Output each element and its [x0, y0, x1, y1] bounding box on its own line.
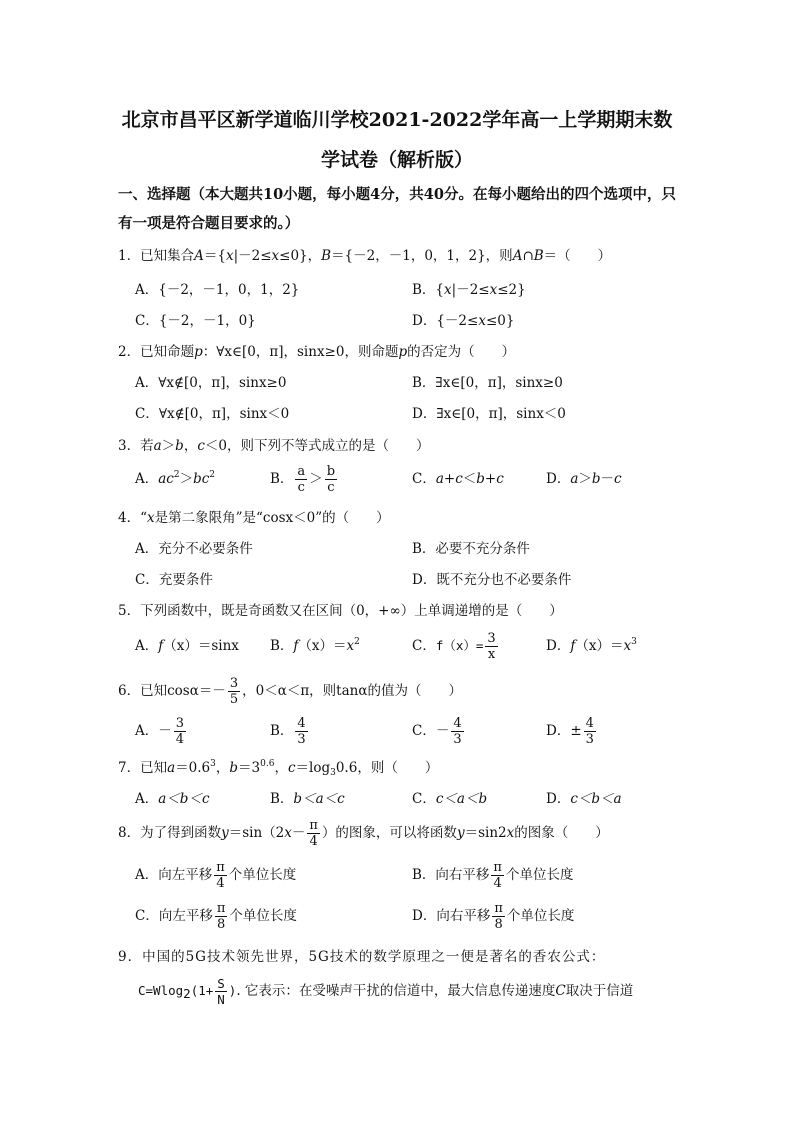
question-8-stem: 8．为了得到函数y＝sin（2x－ $\frac{\pi}{4}$ ）的图象，可以将函数y＝sin2x的图象（ ）	[118, 818, 609, 849]
question-6-option-b: B． $\frac{4}{3}$	[270, 716, 306, 747]
question-8-option-b: B．向右平移 $\frac{\pi}{4}$ 个单位长度	[412, 860, 574, 891]
question-9-stem-line-1: 9．中国的5G技术领先世界，5G技术的数学原理之一便是著名的香农公式：	[118, 949, 606, 965]
question-3-option-c: C．a+c＜b+c	[412, 471, 504, 487]
question-2-stem: 2．已知命题p：∀x∈[0，π]，sinx≥0，则命题p的否定为（ ）	[118, 344, 516, 360]
question-7-option-b: B．b＜a＜c	[270, 791, 345, 807]
question-5-option-d: D．$f(x)=x^3$	[546, 637, 637, 654]
section-heading-line-1: 一、选择题（本大题共10小题，每小题4分，共40分。在每小题给出的四个选项中，只	[118, 186, 676, 203]
question-4-option-c: C．充要条件	[135, 572, 213, 588]
question-1-option-b: B．{x|－2≤x≤2}	[412, 282, 526, 298]
fraction: $\frac{\pi}{4}$	[493, 860, 502, 891]
question-2-option-c: C．∀x∉[0，π]，sinx＜0	[135, 406, 290, 422]
question-3-option-a: A．$ac^2>bc^2$	[135, 470, 216, 487]
question-7-option-a: A．a＜b＜c	[135, 791, 210, 807]
fraction: $\frac{4}{3}$	[297, 716, 306, 747]
question-6-option-d: D．± $\frac{4}{3}$	[546, 716, 594, 747]
question-1-option-a: A．{－2，－1，0，1，2}	[135, 282, 300, 298]
question-3-option-d: D．a＞b－c	[546, 471, 622, 487]
fraction: $\frac{3}{5}$	[229, 676, 239, 707]
question-6-option-c: C．－ $\frac{4}{3}$	[412, 716, 462, 747]
fraction: $\frac{a}{c}$	[297, 464, 306, 495]
question-5-stem: 5．下列函数中，既是奇函数又在区间（0，+∞）上单调递增的是（ ）	[118, 603, 563, 619]
question-5-option-a: A．f（x）＝sinx	[135, 638, 239, 654]
fraction: $\frac{\pi}{4}$	[309, 818, 318, 849]
question-5-option-b: B．$f(x)=x^2$	[270, 637, 360, 654]
question-3-stem: 3．若a＞b，c＜0，则下列不等式成立的是（ ）	[118, 438, 430, 454]
fraction: $\frac{4}{3}$	[453, 716, 462, 747]
page-title-line-1: 北京市昌平区新学道临川学校2021-2022学年高一上学期期末数	[121, 109, 673, 131]
section-heading-line-2: 有一项是符合题目要求的。）	[118, 215, 300, 232]
question-4-option-d: D．既不充分也不必要条件	[412, 572, 572, 588]
question-3-option-b: B． $\frac{a}{c}$ ＞ $\frac{b}{c}$	[270, 464, 336, 495]
question-1-stem: 1．已知集合A＝{x|－2≤x≤0}，B＝{－2，－1，0，1，2}，则A∩B＝（ ）	[118, 248, 612, 264]
question-8-option-c: C．向左平移 $\frac{\pi}{8}$ 个单位长度	[135, 901, 297, 932]
fraction: $\frac{\pi}{4}$	[216, 860, 225, 891]
fraction: $\frac{\pi}{8}$	[494, 901, 503, 932]
question-8-option-a: A．向左平移 $\frac{\pi}{4}$ 个单位长度	[135, 860, 297, 891]
question-4-option-b: B．必要不充分条件	[412, 541, 530, 557]
fraction: $\frac{3}{x}$	[487, 631, 496, 662]
question-1-option-d: D．{－2≤x≤0}	[412, 313, 515, 329]
question-8-option-d: D．向右平移 $\frac{\pi}{8}$ 个单位长度	[412, 901, 575, 932]
question-2-option-d: D．∃x∈[0，π]，sinx＜0	[412, 406, 566, 422]
question-4-option-a: A．充分不必要条件	[135, 541, 253, 557]
fraction: $\frac{\pi}{8}$	[216, 901, 226, 932]
fraction: $\frac{S}{N}$	[217, 976, 225, 1007]
fraction: $\frac{4}{3}$	[585, 716, 594, 747]
question-7-option-d: D．c＜b＜a	[546, 791, 622, 807]
question-5-option-c: C．f（x）= $\frac{3}{x}$	[412, 631, 496, 662]
question-2-option-a: A．∀x∉[0，π]，sinx≥0	[135, 375, 287, 391]
question-6-option-a: A．－ $\frac{3}{4}$	[135, 716, 185, 747]
fraction: $\frac{b}{c}$	[326, 464, 336, 495]
question-7-stem: 7．已知$a=0.6^3$，$b=3^{0.6}$，$c=\log_30.6$，则（ ）	[118, 759, 439, 778]
question-7-option-c: C．c＜a＜b	[412, 791, 488, 807]
question-2-option-b: B．∃x∈[0，π]，sinx≥0	[412, 375, 563, 391]
fraction: $\frac{3}{4}$	[175, 716, 185, 747]
question-9-stem-line-2: C=Wlog$_2$(1+ $\frac{S}{N}$ ). 它表示：在受噪声干扰的信道中，最大信息传递速度C取决于信道	[138, 976, 634, 1007]
question-6-stem: 6．已知cosα＝－ $\frac{3}{5}$ ，0＜α＜π，则tanα的值为（ ）	[118, 676, 462, 707]
question-4-stem: 4．“x是第二象限角”是“cosx＜0”的（ ）	[118, 510, 390, 526]
page-title-line-2: 学试卷（解析版）	[320, 149, 473, 171]
question-1-option-c: C．{－2，－1，0}	[135, 313, 256, 329]
